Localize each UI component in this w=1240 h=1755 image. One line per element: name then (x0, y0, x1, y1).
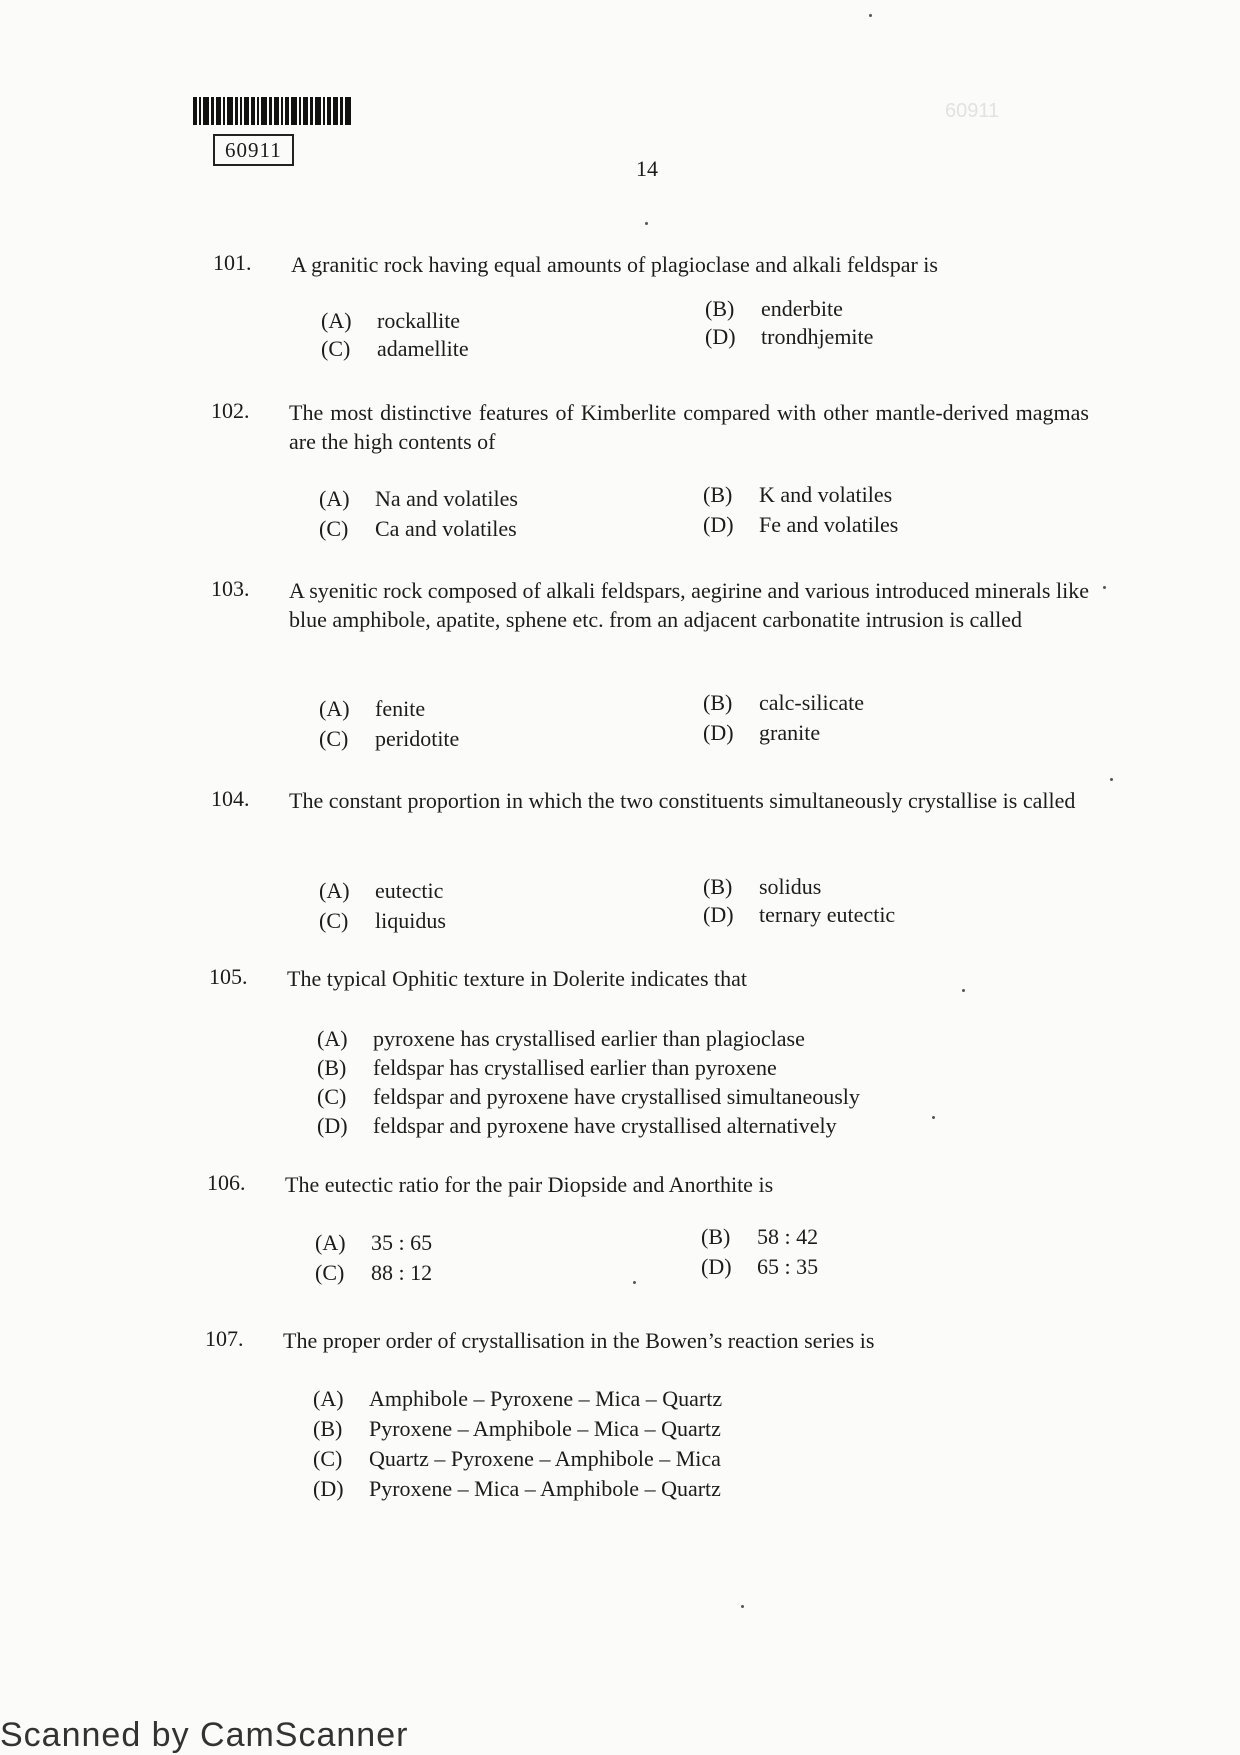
option-a: (A) eutectic (319, 878, 444, 903)
scan-speck (633, 1281, 636, 1284)
option-a: (A) fenite (319, 696, 426, 721)
scan-speck (645, 222, 648, 225)
scan-speck (932, 1116, 935, 1119)
question-number: 105. (209, 964, 248, 989)
option-d: (D) Pyroxene – Mica – Amphibole – Quartz (313, 1476, 721, 1501)
option-c: (C) feldspar and pyroxene have crystallised simultaneously (317, 1084, 860, 1109)
option-d: (D) ternary eutectic (703, 902, 896, 927)
scanner-watermark: Scanned by CamScanner (0, 1716, 409, 1754)
question-text: The most distinctive features of Kimberlite compared with other mantle-derived magmas are the high contents of (289, 400, 1089, 454)
option-b: (B) calc-silicate (703, 690, 865, 715)
option-b: (B) solidus (703, 874, 822, 899)
option-d: (D) feldspar and pyroxene have crystallised alternatively (317, 1113, 837, 1138)
option-d: (D) Fe and volatiles (703, 512, 899, 537)
option-a: (A) rockallite (321, 308, 461, 333)
option-d: (D) trondhjemite (705, 324, 874, 349)
scan-speck (741, 1605, 744, 1608)
option-a: (A) 35 : 65 (315, 1230, 433, 1255)
scan-speck (869, 14, 872, 17)
scan-speck (1110, 778, 1113, 781)
option-c: (C) Ca and volatiles (319, 516, 517, 541)
question-text: The eutectic ratio for the pair Diopside and Anorthite is (285, 1172, 774, 1197)
option-b: (B) Pyroxene – Amphibole – Mica – Quartz (313, 1416, 721, 1441)
option-c: (C) adamellite (321, 336, 469, 361)
question-text: A syenitic rock composed of alkali feldspars, aegirine and various introduced minerals like blue amphibole, apatite, sphene etc. from an adjacent carbonatite intrusion is called (289, 578, 1089, 632)
question-number: 101. (213, 250, 252, 275)
option-d: (D) granite (703, 720, 821, 745)
option-c: (C) peridotite (319, 726, 460, 751)
option-b: (B) 58 : 42 (701, 1224, 819, 1249)
question-text: The constant proportion in which the two constituents simultaneously crystallise is called (289, 788, 1076, 813)
paper-code: 60911 (213, 134, 294, 166)
option-b: (B) K and volatiles (703, 482, 893, 507)
page-number: 14 (636, 156, 658, 181)
option-a: (A) Na and volatiles (319, 486, 518, 511)
option-b: (B) enderbite (705, 296, 843, 321)
question-text: The typical Ophitic texture in Dolerite indicates that (287, 966, 748, 991)
option-c: (C) 88 : 12 (315, 1260, 433, 1285)
option-b: (B) feldspar has crystallised earlier than pyroxene (317, 1055, 777, 1080)
question-number: 107. (205, 1326, 244, 1351)
question-number: 106. (207, 1170, 246, 1195)
barcode (193, 97, 353, 125)
option-c: (C) liquidus (319, 908, 446, 933)
question-number: 103. (211, 576, 250, 601)
question-number: 104. (211, 786, 250, 811)
question-number: 102. (211, 398, 250, 423)
scan-speck (1103, 586, 1106, 589)
option-a: (A) Amphibole – Pyroxene – Mica – Quartz (313, 1386, 723, 1411)
question-text: The proper order of crystallisation in the Bowen’s reaction series is (283, 1328, 875, 1353)
scan-speck (962, 989, 965, 992)
option-d: (D) 65 : 35 (701, 1254, 819, 1279)
question-text: A granitic rock having equal amounts of plagioclase and alkali feldspar is (291, 252, 938, 277)
option-c: (C) Quartz – Pyroxene – Amphibole – Mica (313, 1446, 721, 1471)
option-a: (A) pyroxene has crystallised earlier than plagioclase (317, 1026, 805, 1051)
faint-watermark: 60911 (945, 100, 1000, 122)
